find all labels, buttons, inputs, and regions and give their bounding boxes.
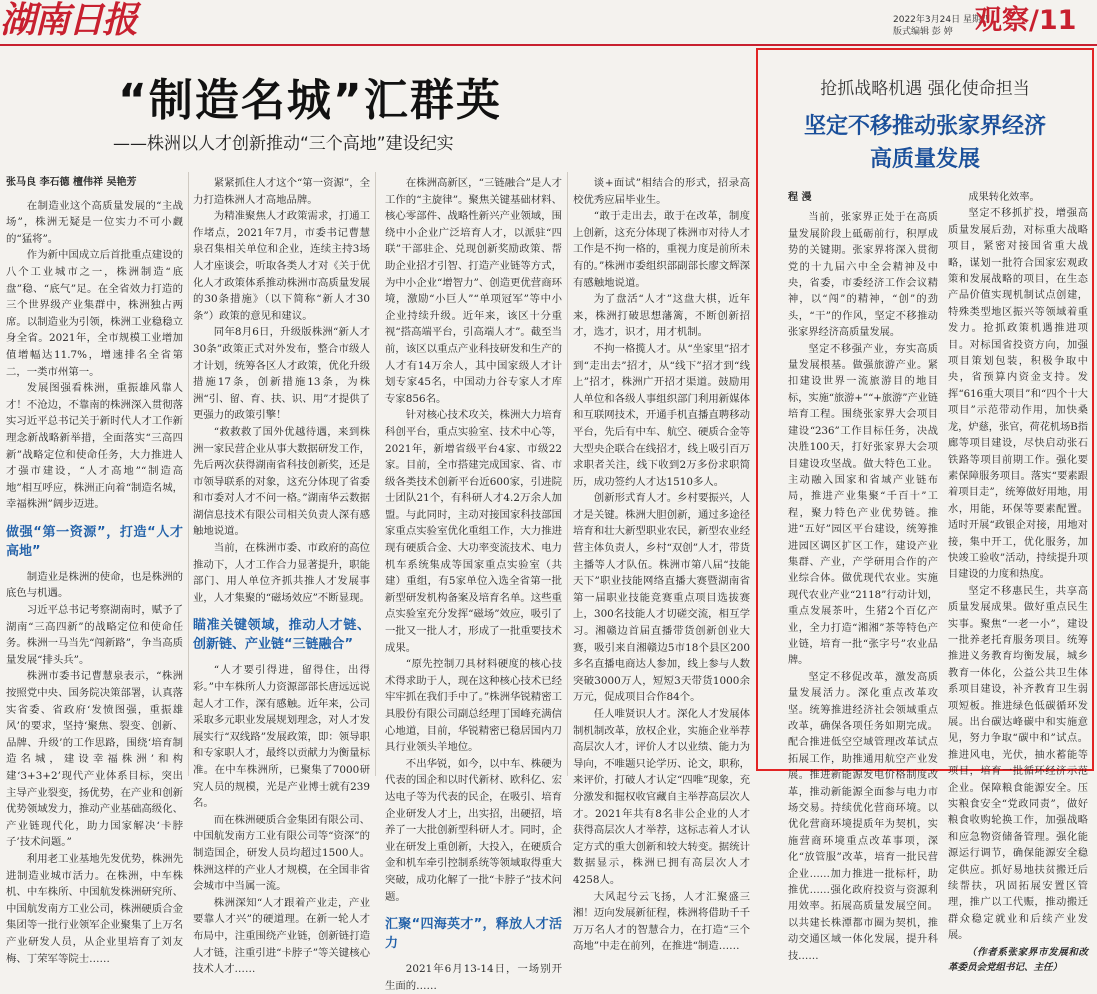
- commentary-column-1: [788, 190, 938, 962]
- paragraph: 谈+面试”相结合的形式，招录高校优秀应届毕业生。: [573, 177, 750, 206]
- paragraph: 成果转化效率。: [968, 192, 1040, 203]
- paragraph: 创新形式育人才。乡村要振兴，人才是关键。株洲大胆创新，通过多途径培育和壮大新型职业农民，新型农业经营主体负责人，乡村“双创”人才，带货主播等人才队伍。株洲市第八届“技能天下”职业技能网络直播大赛暨湖南省第一届职业技能竞赛重点项目选拔赛上，300名技能人才切磋交流，相互学习。湘赣边首届直播带货创新创业大赛，吸引来自湘赣边5市18个县区200多名直播电商达人参加，线上参与人数突破3000万人，短短3天带货1000余万元，促成项目合作84个。: [573, 492, 750, 704]
- paragraph: “敢于走出去，敢于在改革，制度上创新，这充分体现了株洲市对待人才工作是不拘一格的，重视力度是前所未有的。”株洲市委组织部副部长廖文辉深有感触地说道。: [573, 210, 750, 289]
- masthead-rule: [0, 44, 1097, 46]
- column-divider: [375, 172, 376, 776]
- feature-column-3: [385, 175, 562, 992]
- paragraph: 当前，张家界正处于在高质量发展阶段上砥砺前行，积厚成势的关键期。张家界将深入贯彻党的十九届六中全会精神及中央，省委，市委经济工作会议精神，以“闯”的精神，“创”的劲头，“干”的作风，坚定不移推动张家界经济高质量发展。: [788, 212, 938, 339]
- feature-subheadline: ——株洲以人才创新推动“三个高地”建设纪实: [113, 134, 454, 154]
- paragraph: 习近平总书记考察湖南时，赋予了湖南“三高四新”的战略定位和使命任务。株洲一马当先“闯新路”，争当高质量发展“排头兵”。: [6, 604, 183, 666]
- paragraph: 坚定不移强产业，夯实高质量发展根基。做强旅游产业。紧扣建设世界一流旅游目的地目标，实施“旅游+”“+旅游”产业链培育工程。围绕张家界大会项目建设“236”工作目标任务，决战决胜100天，打好张家界大会项目建设攻坚战。做大特色工业。主动融入国家和省域产业链布局，推进产业集聚“千百十”工程，聚力特色产业优势链。推进“五好”园区平台建设，统筹推进园区调区扩区工作，建设产业集群、产业，产学研用合作的产业综合体。做优现代农业。实施现代农业产业“2118”行动计划，重点发展茶叶，生猪2个百亿产业，全力打造“湘湘”茶等特色产业链，培育一批“张字号”农业品牌。: [788, 343, 938, 667]
- commentary-column-2: [948, 190, 1088, 973]
- column-divider: [188, 172, 189, 776]
- paragraph: 当前，在株洲市委、市政府的高位推动下，人才工作合力显著提升，职能部门、用人单位齐抓共推人才发展事业，人才集聚的“磁场效应”不断显现。: [193, 542, 370, 604]
- section-subhead: 瞄准关键领域，推动人才链、创新链、产业链“三链融合”: [193, 618, 370, 653]
- commentary-title-line: 高质量发展: [869, 147, 980, 172]
- paragraph: 利用老工业基地先发优势，株洲先进制造业城市活力。在株洲，中车株机、中车株所、中国航发株洲研究所、中国航发南方工业公司，株洲硬质合金集团等一批行业领军企业聚集了上万名产业研发人员，从企业里培育了刘友梅、丁荣军等院士……: [6, 852, 183, 965]
- commentary-kicker: 抢抓战略机遇 强化使命担当: [820, 79, 1030, 99]
- paragraph: 发展图强看株洲，重振雄风靠人才！不沧边，不靠南的株洲深入贯彻落实习近平总书记关于新时代人才工作新理念新战略新举措，全面落实“三高四新”战略定位和使命任务，大力推进人才强市建设，“人才高地”“制造高地”相互呼应，株洲正向着“制造名城，幸福株洲”阔步迈进。: [6, 382, 183, 511]
- paragraph: 坚定不移惠民生，共享高质量发展成果。做好重点民生实事。聚焦“一老一小”，建设一批养老托育服务项目。统筹推进义务教育均衡发展，城乡教育一体化，公益公共卫生体系项目建设，补齐教育卫生弱项短板。推进绿色低碳循环发展。出台碳达峰碳中和实施意见，努力争取“碳中和”试点。推进风电，光伏，抽水蓄能等项目，培育一批循环经济示范企业。保障粮食能源安全。压实粮食安全“党政同责”，做好粮食收购轮换工作，加强战略和应急物资储备管理。强化能源运行调节，确保能源安全稳定供应。抓好易地扶贫搬迁后续帮扶，巩固拓展安置区管理，推广以工代赈，推动搬迁群众稳定就业和后续产业发展。: [948, 585, 1088, 942]
- paragraph: 同年8月6日，升级版株洲“新人才30条”政策正式对外发布，整合市级人才计划，统筹各区人才政策，优化升级措施17条，创新措施13条，为株洲“引、留、育、扶、识、用”才提供了更强力的政策引擎！: [193, 326, 370, 422]
- newspaper-logo: 湖南日报: [0, 0, 137, 41]
- paragraph: 制造业是株洲的使命，也是株洲的底色与机遇。: [6, 570, 183, 600]
- issue-date: 2022年3月24日 星期四: [893, 15, 990, 25]
- layout-editor: 版式编辑 彭 婷: [893, 27, 953, 37]
- paragraph: 大风起兮云飞扬，人才汇聚盛三湘！迈向发展新征程，株洲将借助千千万万名人才的智慧合力，在打造“三个高地”中走在前列，在推进“制造……: [573, 890, 750, 953]
- paragraph: 任人唯贤识人才。深化人才发展体制机制改革，放权企业，实施企业举荐高层次人才，评价人才以业绩、能力为导向，不唯题只论学历、论文，职称，来评价，打破人才认定“四唯”现象，充分激发和掘权收官藏自主举荐高层次人才。2021年共有8名非公企业的人才获得高层次人才举荐，这标志着人才认定方式的重大创新和较大转变。据统计数据显示，株洲已拥有高层次人才4258人。: [573, 708, 750, 886]
- feature-column-4: [573, 175, 750, 953]
- masthead: [0, 0, 1097, 44]
- commentary-title-line: 坚定不移推动张家界经济: [803, 114, 1046, 139]
- paragraph: 紧紧抓住人才这个“第一资源”，全力打造株洲人才高地品牌。: [193, 177, 370, 206]
- paragraph: 为精准聚焦人才政策需求，打通工作堵点，2021年7月，市委书记曹慧泉召集相关单位和企业，连续主持3场人才座谈会，听取各类人才对《关于优化人才政策体系推动株洲市高质量发展的30条措施》（以下简称“新人才30条”）政策的意见和建议。: [193, 210, 370, 322]
- author-note: （作者系张家界市发展和改革委员会党组书记、主任）: [948, 946, 1088, 973]
- paragraph: “人才要引得进，留得住，出得彩。”中车株所人力资源部部长唐远远说起人才工作，深有感触。近年来，公司采取多元职业发展规划理念，对人才发展实行“双线路”发展政策，即：领导职和专家职人才，最终以贡献力为衡量标准。在中车株洲所，已聚集了7000研究人员的规模，光是产业博士就有239名。: [193, 664, 370, 810]
- paragraph: “救救救了国外优越待遇，来到株洲一家民营企业从事大数据研发工作，先后两次获得湖南省科技创新奖，还是市领导联系的对象，这充分体现了省委和市委对人才不问一格。”湖南华云数据湖信息技术有限公司相关负责人深有感触地说道。: [193, 425, 370, 538]
- paragraph: 株洲深知“人才跟着产业走，产业要靠人才兴”的硬道理。在新一轮人才布局中，注重围绕产业链，创新链打造人才链，注重引进“卡脖子”等关键核心技术人才……: [193, 896, 370, 976]
- feature-headline: “制造名城”汇群英: [118, 75, 502, 126]
- feature-column-2: [193, 175, 370, 976]
- feature-column-1: [6, 175, 183, 965]
- paragraph: 而在株洲硬质合金集团有限公司、中国航发南方工业有限公司等“资深”的制造国企，研发人员均超过1500人。株洲这样的产业人才规模，在全国非省会城市中当属一流。: [193, 813, 370, 893]
- column-divider: [567, 172, 568, 776]
- feature-byline: 张马良 李石德 檀伟祥 吴艳芳: [6, 177, 137, 188]
- commentary-box: [756, 48, 1094, 973]
- paragraph: 不拘一格揽人才。从“坐家里”招才到“走出去”招才，从“线下”招才到“线上”招才，株洲广开招才渠道。鼓励用人单位和各级人事组织部门利用新媒体和互联网技术，开通手机直播直聘移动平台，先后有中车、航空、硬质合金等大型央企联合在线招才，线上吸引百万求职者关注，线下收到2万多份求职简历，成功签约人才达1510多人。: [573, 342, 750, 488]
- paragraph: 在株洲高新区，“三链融合”是人才工作的“主旋律”。聚焦关键基础材料、核心零部件、战略性新兴产业领域，围绕中小企业广泛培育人才，以派驻“四联”干部驻企、兑现创新奖励政策、帮助企业招才引智、打造产业链等方式，为中小企业“增智力”、创造更优营商环境，激励“小巨人”“单项冠军”等中小企业持续升级。近年来，该区十分重视“搭高端平台，引高端人才”。截至当前，该区以重点产业科技研发和生产的人才有14万余人，其中国家级人才计划专家45名，中国动力谷专家人才库专家856名。: [385, 177, 562, 405]
- paragraph: 株洲市委书记曹慧泉表示，“株洲按照党中央、国务院决策部署，认真落实省委、省政府‘发愤图强，重振雄风’的要求，坚持‘聚焦、裂变、创新、品牌、升级’的工作思路，围绕‘培育制造名城，建设幸福株洲’和构建‘3+3+2’现代产业体系目标，突出主导产业裂变，扬优势，在产业和创新优势领域发力，推动产业基础高级化、产业链现代化，助力国家解决‘卡脖子’技术问题。”: [6, 670, 183, 849]
- paragraph: “原先控制刀具材料硬度的核心技术得求助于人，现在这种核心技术已经牢牢抓在我们手中了。”株洲华锐精密工具股份有限公司副总经理丁国峰充满信心地道，目前，华锐精密已稳居国内刀具行业领头羊地位。: [385, 658, 562, 754]
- paragraph: 坚定不移抓扩投，增强高质量发展后劲，对标重大战略项目，紧密对接国省重大战略，谋划一批符合国家宏观政策和发展战略的项目，在生态产品价值实现机制试点创建，特殊类型地区振兴等领域着重发力。抢抓政策机遇推进项目。对标国省投资方向，加强项目策划包装，积极争取中央，省预算内资金支持。发挥“616重大项目”和“四个十大项目”示范带动作用，加快桑龙，炉慈，张官，荷花机场B指廊等项目建设，尽快启动张石铁路等项目前期工作。强化要素保障服务项目。落实“要素跟着项目走”，统筹做好用地，用水，用能，环保等要素配置。适时开展“政银企对接，用地对接，集中开工，优化服务，加快竣工验收”活动，持续提升项目建设的力度和热度。: [948, 208, 1088, 581]
- paragraph: 为了盘活“人才”这盘大棋，近年来，株洲打破思想藩篱，不断创新招才，选才，识才，用才机制。: [573, 293, 750, 339]
- paragraph: 作为新中国成立后首批重点建设的八个工业城市之一，株洲制造“底盘”稳、“底气”足。在全省效力打造的三个世界级产业集群中，株洲独占两席。以制造业为引领，株洲工业稳稳立身全省。2021年，全市规模工业增加值增幅达11.7%，增速排名全省第二，一类市州第一。: [6, 249, 183, 378]
- commentary-author: 程 漫: [788, 192, 812, 203]
- section-label: 观察/11: [975, 5, 1077, 36]
- paragraph: 2021年6月13-14日，一场别开生面的……: [385, 963, 562, 992]
- paragraph: 在制造业这个高质量发展的“主战场”，株洲无疑是一位实力不可小觑的“猛将”。: [6, 199, 183, 245]
- section-subhead: 汇聚“四海英才”，释放人才活力: [385, 917, 562, 952]
- paragraph: 针对核心技术攻关，株洲大力培育科创平台，重点实验室、技术中心等，2021年，新增省级平台4家、市级22家。目前，全市搭建完成国家、省、市级各类技术创新平台近600家，引进院士团队21个，有科研人才4.2万余人加盟。与此同时，主动对接国家科技部国家重点实验室优化重组工作，大力推进现有硬质合金、大功率变流技术、电力机车系统集成等国家重点实验室（共建）重组，有5家单位入选全省第一批新型研发机构备案及培育名单。这些重点实验室充分发挥“磁场”效应，吸引了一批又一批人才，形成了一批重要技术成果。: [385, 409, 562, 654]
- commentary-title: [758, 110, 1092, 176]
- paragraph: 不出华锐，如今，以中车、株硬为代表的国企和以时代新材、欧科亿、宏达电子等为代表的民企，在吸引、培育企业研发人才上，出实招，出硬招，培养了一大批创新型科研人才。同时，企业在研发上重创新，大投入，在硬质合金和机车牵引控制系统等领域取得重大突破，成功化解了一批“卡脖子”技术问题。: [385, 757, 562, 903]
- section-subhead: 做强“第一资源”，打造“人才高地”: [6, 524, 183, 559]
- paragraph: 坚定不移促改革，激发高质量发展活力。深化重点改革攻坚。统筹推进经济社会领域重点改革，确保各项任务如期完成。配合推进低空空域管理改革试点拓展工作，助推通用航空产业发展。推进新能源发电价格制度改革，推动新能源全面参与电力市场交易。持续优化营商环境。以优化营商环境提质年为契机，实施营商环境重点改革事项，深化“放管服”改革，培育一批民营企业……加力推进一批标杆，助推优……强化政府投资与资源利用效率。拓展高质量发展空间。以共建长株潭都市圈为契机，推动交通区域一体化发展，提升科技……: [788, 671, 938, 962]
